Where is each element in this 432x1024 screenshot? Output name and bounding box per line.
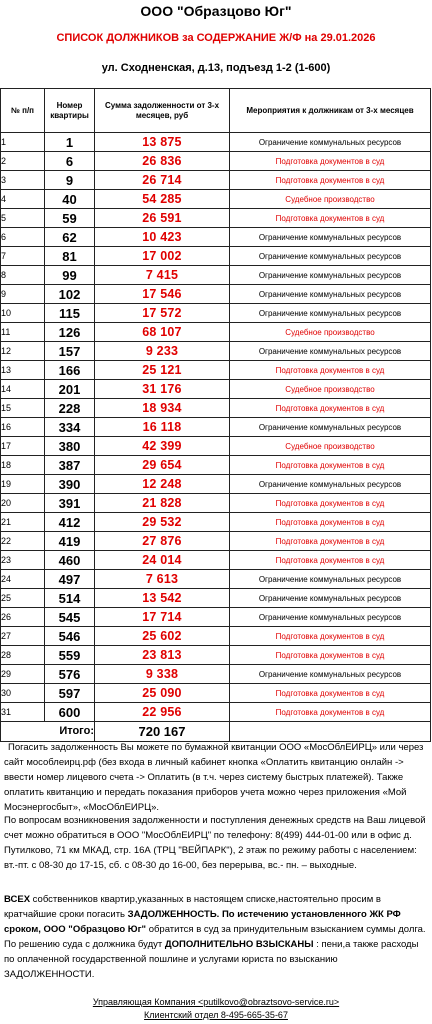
warning-paragraph [4, 892, 430, 982]
table-row [1, 133, 431, 152]
row-number: 7 [1, 247, 45, 266]
table-row [1, 589, 431, 608]
row-number: 27 [1, 627, 45, 646]
col-header-action: Мероприятия к должникам от 3-х месяцев [230, 89, 431, 133]
apartment-number: 391 [45, 494, 95, 513]
row-number: 21 [1, 513, 45, 532]
debt-action: Подготовка документов в суд [230, 627, 431, 646]
row-number: 14 [1, 380, 45, 399]
debt-action: Подготовка документов в суд [230, 684, 431, 703]
apartment-number: 597 [45, 684, 95, 703]
row-number: 5 [1, 209, 45, 228]
row-number: 20 [1, 494, 45, 513]
debt-sum: 25 121 [95, 361, 230, 380]
debt-sum: 27 876 [95, 532, 230, 551]
col-header-num: № п/п [1, 89, 45, 133]
row-number: 25 [1, 589, 45, 608]
row-number: 11 [1, 323, 45, 342]
apartment-number: 412 [45, 513, 95, 532]
apartment-number: 157 [45, 342, 95, 361]
table-row [1, 152, 431, 171]
debt-action: Ограничение коммунальных ресурсов [230, 285, 431, 304]
debt-sum: 17 546 [95, 285, 230, 304]
apartment-number: 62 [45, 228, 95, 247]
debt-action: Подготовка документов в суд [230, 171, 431, 190]
row-number: 2 [1, 152, 45, 171]
apartment-number: 387 [45, 456, 95, 475]
debt-action: Ограничение коммунальных ресурсов [230, 665, 431, 684]
table-row [1, 228, 431, 247]
debtors-table [0, 88, 431, 742]
debt-action: Ограничение коммунальных ресурсов [230, 570, 431, 589]
row-number: 8 [1, 266, 45, 285]
debt-sum: 17 714 [95, 608, 230, 627]
warning-bold-extra: ДОПОЛНИТЕЛЬНО ВЗЫСКАНЫ [164, 939, 314, 950]
debt-sum: 54 285 [95, 190, 230, 209]
debt-sum: 31 176 [95, 380, 230, 399]
table-row [1, 266, 431, 285]
payment-info-paragraph: Погасить задолженность Вы можете по бумажной квитанции ООО «МосОблЕИРЦ» или через сайт мособлеирц.рф (без входа в личный кабинет кнопка «Оплатить квитанцию онлайн -> ввести номер лицевого счета -> Оплатить (в т.ч. через систему быстрых платежей). Также оплатить квитанцию и передать показания приборов учета можно через приложения «Мой Мосэнергосбыт», «МосОблЕИРЦ». [4, 742, 424, 813]
table-header-row [1, 89, 431, 133]
col-header-debt-sum: Сумма задолженности от 3-х месяцев, руб [95, 89, 230, 133]
document-title: СПИСОК ДОЛЖНИКОВ за СОДЕРЖАНИЕ Ж/Ф на 29.01.2026 [56, 32, 376, 44]
table-row [1, 418, 431, 437]
table-row [1, 665, 431, 684]
row-number: 13 [1, 361, 45, 380]
row-number: 24 [1, 570, 45, 589]
debt-sum: 26 836 [95, 152, 230, 171]
debt-action: Ограничение коммунальных ресурсов [230, 608, 431, 627]
debt-sum: 24 014 [95, 551, 230, 570]
debt-sum: 9 233 [95, 342, 230, 361]
debt-action: Подготовка документов в суд [230, 152, 431, 171]
debt-sum: 68 107 [95, 323, 230, 342]
table-row [1, 494, 431, 513]
table-row [1, 285, 431, 304]
apartment-number: 600 [45, 703, 95, 722]
apartment-number: 419 [45, 532, 95, 551]
debt-sum: 13 875 [95, 133, 230, 152]
table-row [1, 570, 431, 589]
debt-sum: 29 654 [95, 456, 230, 475]
apartment-number: 497 [45, 570, 95, 589]
total-row [1, 722, 431, 742]
row-number: 3 [1, 171, 45, 190]
table-row [1, 361, 431, 380]
apartment-number: 1 [45, 133, 95, 152]
debt-sum: 21 828 [95, 494, 230, 513]
apartment-number: 59 [45, 209, 95, 228]
table-row [1, 380, 431, 399]
debt-action: Подготовка документов в суд [230, 399, 431, 418]
debt-sum: 7 415 [95, 266, 230, 285]
debt-action: Ограничение коммунальных ресурсов [230, 228, 431, 247]
debt-sum: 42 399 [95, 437, 230, 456]
apartment-number: 166 [45, 361, 95, 380]
table-row [1, 627, 431, 646]
apartment-number: 201 [45, 380, 95, 399]
debt-action: Ограничение коммунальных ресурсов [230, 418, 431, 437]
table-row [1, 190, 431, 209]
row-number: 19 [1, 475, 45, 494]
warning-text-1: собственников квартир,указанных в настоящем списке,настоятельно просим в кратчайшие сроки погасить [4, 894, 381, 920]
debt-action: Судебное производство [230, 323, 431, 342]
row-number: 22 [1, 532, 45, 551]
table-row [1, 456, 431, 475]
debt-action: Ограничение коммунальных ресурсов [230, 133, 431, 152]
apartment-number: 102 [45, 285, 95, 304]
apartment-number: 228 [45, 399, 95, 418]
apartment-number: 334 [45, 418, 95, 437]
row-number: 10 [1, 304, 45, 323]
debt-action: Подготовка документов в суд [230, 494, 431, 513]
apartment-number: 99 [45, 266, 95, 285]
apartment-number: 81 [45, 247, 95, 266]
footer [0, 996, 432, 1022]
debt-action: Судебное производство [230, 190, 431, 209]
debt-sum: 25 602 [95, 627, 230, 646]
apartment-number: 126 [45, 323, 95, 342]
debt-action: Ограничение коммунальных ресурсов [230, 475, 431, 494]
row-number: 12 [1, 342, 45, 361]
apartment-number: 460 [45, 551, 95, 570]
warning-text-2: обратится в суд за принудительным взысканием суммы долга. По решению суда с должника будут [4, 924, 426, 950]
debt-sum: 17 002 [95, 247, 230, 266]
apartment-number: 559 [45, 646, 95, 665]
total-sum: 720 167 [95, 722, 230, 742]
row-number: 9 [1, 285, 45, 304]
debt-sum: 9 338 [95, 665, 230, 684]
footer-company-email: Управляющая Компания <putilkovo@obraztsovo-service.ru> [92, 997, 340, 1007]
total-label: Итого: [1, 722, 95, 742]
debt-sum: 13 542 [95, 589, 230, 608]
debt-sum: 29 532 [95, 513, 230, 532]
debt-sum: 10 423 [95, 228, 230, 247]
debt-action: Ограничение коммунальных ресурсов [230, 266, 431, 285]
table-row [1, 532, 431, 551]
contact-info-paragraph: По вопросам возникновения задолженности и поступления денежных средств на Ваш лицевой счет можно обратиться в ООО "МосОблЕИРЦ" по телефону: 8(499) 444-01-00 или в офис д. Путилково, 71 км МКАД, стр. 16А (ТРЦ "ВЕЙПАРК"), 2 этаж по режиму работы с населением: вт.-пт. с 08-30 до 17-15, сб. с 08-30 до 16-00, без перерыва, вс.- пн. – выходные. [4, 815, 426, 871]
table-row [1, 646, 431, 665]
debt-action: Ограничение коммунальных ресурсов [230, 342, 431, 361]
debt-sum: 16 118 [95, 418, 230, 437]
debt-sum: 17 572 [95, 304, 230, 323]
debt-action: Ограничение коммунальных ресурсов [230, 589, 431, 608]
row-number: 28 [1, 646, 45, 665]
warning-text-3: : пени,а также расходы по оплаченной государственной пошлине и услугами юриста по взысканию ЗАДОЛЖЕННОСТИ. [4, 939, 419, 980]
debt-action: Судебное производство [230, 437, 431, 456]
warning-bold-debt: ЗАДОЛЖЕННОСТЬ. По истечению установленного ЖК РФ сроком, ООО "Образцово Юг" [4, 909, 401, 935]
row-number: 1 [1, 133, 45, 152]
debt-action: Подготовка документов в суд [230, 456, 431, 475]
debt-action: Подготовка документов в суд [230, 703, 431, 722]
row-number: 18 [1, 456, 45, 475]
apartment-number: 514 [45, 589, 95, 608]
row-number: 30 [1, 684, 45, 703]
row-number: 26 [1, 608, 45, 627]
debt-action: Подготовка документов в суд [230, 361, 431, 380]
debt-sum: 12 248 [95, 475, 230, 494]
building-address: ул. Сходненская, д.13, подъезд 1-2 (1-600) [101, 62, 331, 74]
apartment-number: 40 [45, 190, 95, 209]
debt-action: Подготовка документов в суд [230, 209, 431, 228]
apartment-number: 115 [45, 304, 95, 323]
table-body [1, 133, 431, 722]
table-row [1, 399, 431, 418]
apartment-number: 576 [45, 665, 95, 684]
apartment-number: 390 [45, 475, 95, 494]
debt-sum: 26 714 [95, 171, 230, 190]
debt-sum: 7 613 [95, 570, 230, 589]
row-number: 15 [1, 399, 45, 418]
table-row [1, 171, 431, 190]
row-number: 23 [1, 551, 45, 570]
debt-action: Подготовка документов в суд [230, 532, 431, 551]
table-row [1, 342, 431, 361]
apartment-number: 545 [45, 608, 95, 627]
row-number: 31 [1, 703, 45, 722]
table-row [1, 475, 431, 494]
table-row [1, 551, 431, 570]
table-row [1, 304, 431, 323]
debt-sum: 25 090 [95, 684, 230, 703]
debt-action: Подготовка документов в суд [230, 646, 431, 665]
warning-bold-all: ВСЕХ [4, 894, 31, 905]
table-row [1, 209, 431, 228]
footer-client-phone: Клиентский отдел 8-495-665-35-67 [144, 1010, 288, 1020]
debt-sum: 22 956 [95, 703, 230, 722]
apartment-number: 380 [45, 437, 95, 456]
row-number: 29 [1, 665, 45, 684]
row-number: 16 [1, 418, 45, 437]
table-row [1, 323, 431, 342]
table-row [1, 703, 431, 722]
debt-action: Судебное производство [230, 380, 431, 399]
table-row [1, 513, 431, 532]
table-row [1, 608, 431, 627]
debt-action: Ограничение коммунальных ресурсов [230, 247, 431, 266]
apartment-number: 6 [45, 152, 95, 171]
row-number: 4 [1, 190, 45, 209]
company-name: ООО "Образцово Юг" [140, 3, 292, 19]
debt-sum: 23 813 [95, 646, 230, 665]
debt-sum: 18 934 [95, 399, 230, 418]
debt-action: Ограничение коммунальных ресурсов [230, 304, 431, 323]
col-header-apartment: Номер квартиры [45, 89, 95, 133]
debt-action: Подготовка документов в суд [230, 551, 431, 570]
row-number: 6 [1, 228, 45, 247]
debt-action: Подготовка документов в суд [230, 513, 431, 532]
table-row [1, 684, 431, 703]
apartment-number: 9 [45, 171, 95, 190]
row-number: 17 [1, 437, 45, 456]
debt-sum: 26 591 [95, 209, 230, 228]
apartment-number: 546 [45, 627, 95, 646]
table-row [1, 247, 431, 266]
table-row [1, 437, 431, 456]
total-empty-cell [230, 722, 431, 742]
